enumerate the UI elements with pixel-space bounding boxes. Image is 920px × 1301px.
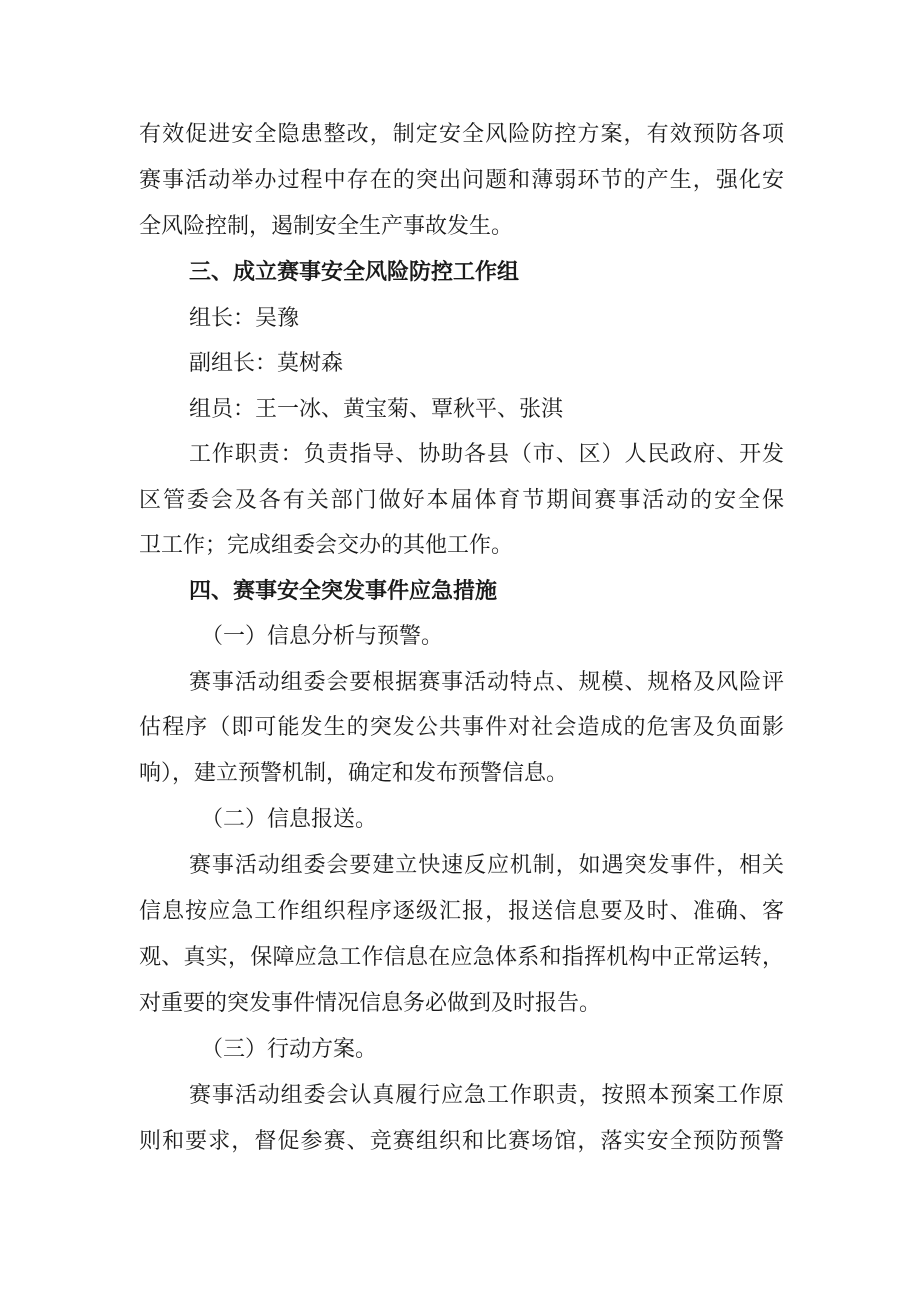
section-heading-3: 三、成立赛事安全风险防控工作组 <box>189 260 520 285</box>
paragraph-line: 全风险控制，遏制安全生产事故发生。 <box>139 214 514 239</box>
group-leader: 组长：吴豫 <box>189 306 300 331</box>
subsection-title: （一）信息分析与预警。 <box>201 624 444 649</box>
paragraph-line: 赛事活动组委会要根据赛事活动特点、规模、规格及风险评 <box>189 670 784 695</box>
paragraph-line: 有效促进安全隐患整改，制定安全风险防控方案，有效预防各项 <box>139 122 784 147</box>
paragraph-line: 赛事活动举办过程中存在的突出问题和薄弱环节的产生，强化安 <box>139 168 784 193</box>
paragraph-line: 观、真实，保障应急工作信息在应急体系和指挥机构中正常运转， <box>139 945 784 970</box>
section-heading-4: 四、赛事安全突发事件应急措施 <box>189 579 498 604</box>
paragraph-line: 工作职责：负责指导、协助各县（市、区）人民政府、开发 <box>189 442 784 467</box>
paragraph-line: 信息按应急工作组织程序逐级汇报，报送信息要及时、准确、客 <box>139 899 784 924</box>
subsection-title: （三）行动方案。 <box>201 1037 378 1062</box>
group-members: 组员：王一冰、黄宝菊、覃秋平、张淇 <box>189 397 564 422</box>
paragraph-line: 则和要求，督促参赛、竞赛组织和比赛场馆，落实安全预防预警 <box>139 1129 784 1154</box>
paragraph-line: 赛事活动组委会认真履行应急工作职责，按照本预案工作原 <box>189 1083 784 1108</box>
paragraph-line: 赛事活动组委会要建立快速反应机制，如遇突发事件，相关 <box>189 853 784 878</box>
deputy-leader: 副组长：莫树森 <box>189 351 344 376</box>
paragraph-line: 区管委会及各有关部门做好本届体育节期间赛事活动的安全保 <box>139 488 784 513</box>
paragraph-line: 卫工作；完成组委会交办的其他工作。 <box>139 533 514 558</box>
paragraph-line: 对重要的突发事件情况信息务必做到及时报告。 <box>139 991 602 1016</box>
subsection-title: （二）信息报送。 <box>201 807 378 832</box>
paragraph-line: 估程序（即可能发生的突发公共事件对社会造成的危害及负面影 <box>139 715 784 740</box>
paragraph-line: 响），建立预警机制，确定和发布预警信息。 <box>139 761 569 786</box>
